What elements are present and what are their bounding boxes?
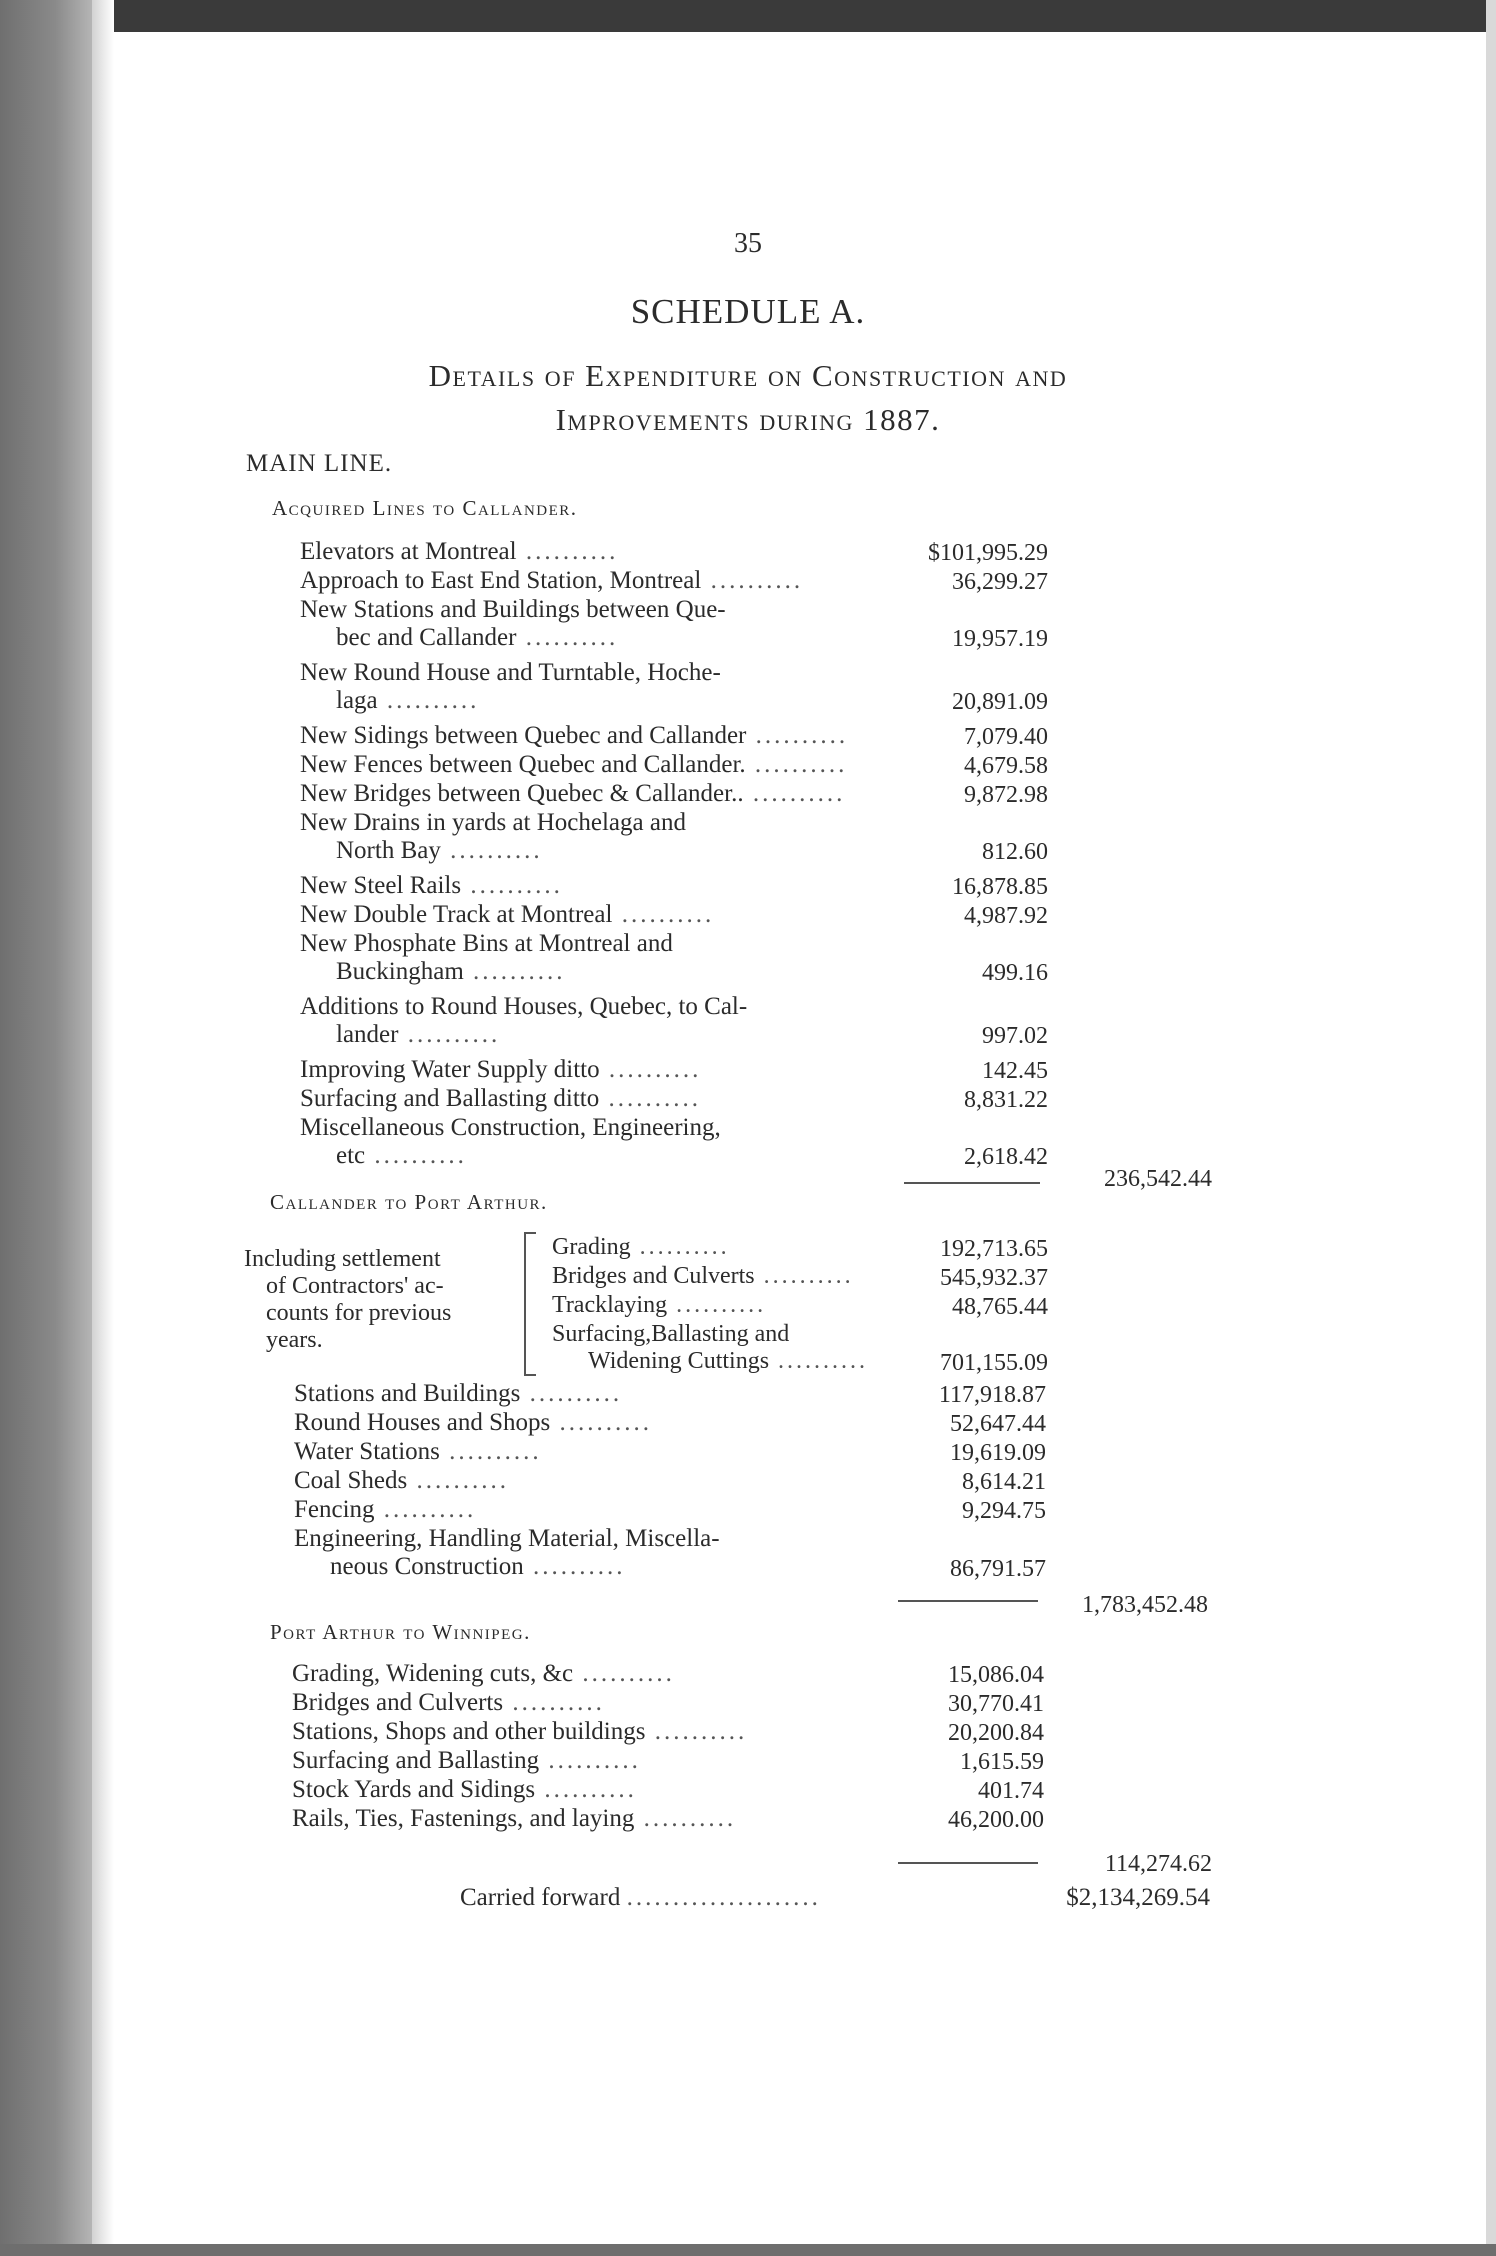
leader-dots: .......... (701, 567, 804, 594)
table-row (552, 1263, 872, 1290)
subtotal-rule (904, 1182, 1040, 1184)
item-amount: 7,079.40 (964, 724, 1048, 750)
table-row (294, 1467, 864, 1495)
subtotal-rule (898, 1862, 1038, 1864)
item-amount: 192,713.65 (940, 1236, 1048, 1262)
note-line: years. (266, 1327, 323, 1353)
leader-dots: .......... (630, 1234, 730, 1260)
leader-dots: .......... (550, 1409, 653, 1436)
leader-dots: .......... (599, 1085, 702, 1112)
item-label: Stock Yards and Sidings .......... (292, 1776, 637, 1803)
item-label: Approach to East End Station, Montreal .......... (300, 567, 804, 594)
item-label: North Bay .......... (336, 837, 543, 864)
subtitle-line-1: Details of Expenditure on Construction and (428, 358, 1068, 393)
section-total-acquired: 236,542.44 (1104, 1166, 1212, 1192)
item-label: Stations and Buildings .......... (294, 1380, 623, 1407)
table-row (300, 1114, 870, 1170)
item-label: Miscellaneous Construction, Engineering, (300, 1114, 721, 1141)
leader-dots: .......... (754, 1263, 854, 1289)
leader-dots: .......... (599, 1056, 702, 1083)
leader-dots: .......... (539, 1747, 641, 1774)
item-amount: 1,615.59 (960, 1749, 1044, 1775)
item-label: Buckingham .......... (336, 958, 566, 985)
leader-dots: .......... (743, 780, 846, 807)
leader-dots: .......... (573, 1660, 675, 1687)
table-row (300, 659, 870, 715)
item-label: New Double Track at Montreal .......... (300, 901, 715, 928)
leader-dots: .......... (667, 1292, 767, 1318)
table-row (292, 1805, 862, 1833)
item-label: New Bridges between Quebec & Callander.. .......... (300, 780, 846, 807)
item-label: lander .......... (336, 1021, 501, 1048)
item-label: Rails, Ties, Fastenings, and laying .......... (292, 1805, 737, 1832)
section-total-winnipeg: 114,274.62 (1104, 1851, 1212, 1877)
contractors-note (244, 1246, 524, 1354)
item-label: Elevators at Montreal .......... (300, 538, 619, 565)
item-amount: 4,987.92 (964, 903, 1048, 929)
leader-dots: .......... (520, 1380, 623, 1407)
table-row (300, 930, 870, 986)
item-label: etc .......... (336, 1142, 467, 1169)
scan-border-right (1486, 0, 1496, 2256)
leader-dots: .......... (745, 751, 848, 778)
scan-border-left (0, 0, 92, 2256)
item-label: Additions to Round Houses, Quebec, to Cal- (300, 993, 748, 1020)
item-amount: 36,299.27 (952, 569, 1048, 595)
table-row (300, 567, 870, 595)
table-row (294, 1380, 864, 1408)
leader-dots: ..................... (626, 1884, 821, 1911)
item-label: Grading, Widening cuts, &c .......... (292, 1660, 675, 1687)
table-row (300, 538, 870, 566)
item-amount: 20,200.84 (948, 1720, 1044, 1746)
item-label: Grading .......... (552, 1234, 730, 1260)
scan-border-bottom (0, 2244, 1496, 2256)
table-row (294, 1438, 864, 1466)
leader-dots: .......... (463, 958, 566, 985)
item-label: Water Stations .......... (294, 1438, 542, 1465)
section-total-callander: 1,783,452.48 (1082, 1592, 1208, 1618)
item-amount: 19,957.19 (952, 626, 1048, 652)
item-amount: 19,619.09 (950, 1440, 1046, 1466)
leader-dots: .......... (535, 1776, 637, 1803)
carried-forward-amount: $2,134,269.54 (1066, 1884, 1210, 1911)
item-amount: 701,155.09 (940, 1350, 1048, 1376)
leader-dots: .......... (516, 538, 619, 565)
item-label: Coal Sheds .......... (294, 1467, 509, 1494)
schedule-title: SCHEDULE A. (630, 292, 866, 331)
leader-dots: .......... (377, 687, 480, 714)
table-row (300, 901, 870, 929)
leader-dots: .......... (461, 872, 563, 899)
leader-dots: .......... (440, 837, 543, 864)
leader-dots: .......... (407, 1467, 509, 1494)
item-amount: 545,932.37 (940, 1265, 1048, 1291)
leader-dots: .......... (439, 1438, 542, 1465)
note-line: Including settlement (244, 1246, 441, 1272)
leader-dots: .......... (645, 1718, 748, 1745)
item-amount: 4,679.58 (964, 753, 1048, 779)
item-amount: 8,614.21 (962, 1469, 1046, 1495)
item-amount: 2,618.42 (964, 1144, 1048, 1170)
item-label: New Fences between Quebec and Callander. .......... (300, 751, 848, 778)
table-row (300, 1056, 870, 1084)
item-amount: 499.16 (982, 960, 1048, 986)
item-amount: 46,200.00 (948, 1807, 1044, 1833)
item-label: Fencing .......... (294, 1496, 477, 1523)
table-row (300, 809, 870, 865)
leader-dots: .......... (516, 624, 619, 651)
item-label: Surfacing,Ballasting and (552, 1321, 790, 1347)
leader-dots: .......... (746, 722, 849, 749)
item-amount: 86,791.57 (950, 1556, 1046, 1582)
note-line: of Contractors' ac- (266, 1273, 444, 1299)
table-row (294, 1496, 864, 1524)
item-label: New Drains in yards at Hochelaga and (300, 809, 686, 836)
item-label: New Phosphate Bins at Montreal and (300, 930, 673, 957)
item-amount: 8,831.22 (964, 1087, 1048, 1113)
item-label: Engineering, Handling Material, Miscella- (294, 1525, 720, 1552)
section-heading-callander: Callander to Port Arthur. (270, 1190, 548, 1214)
table-row (300, 780, 870, 808)
subtitle-line-2: Improvements during 1887. (555, 402, 941, 437)
leader-dots: .......... (523, 1553, 626, 1580)
leader-dots: .......... (769, 1348, 869, 1374)
leader-dots: .......... (634, 1805, 737, 1832)
item-amount: 15,086.04 (948, 1662, 1044, 1688)
leader-dots: .......... (503, 1689, 605, 1716)
leader-dots: .......... (374, 1496, 477, 1523)
subtotal-rule (898, 1600, 1038, 1602)
item-amount: 48,765.44 (952, 1294, 1048, 1320)
note-line: counts for previous (266, 1300, 452, 1326)
table-row (300, 596, 870, 652)
item-label: bec and Callander .......... (336, 624, 619, 651)
item-label: Tracklaying .......... (552, 1292, 767, 1318)
item-amount: 117,918.87 (938, 1382, 1046, 1408)
section-heading-acquired: Acquired Lines to Callander. (272, 496, 578, 520)
item-label: Round Houses and Shops .......... (294, 1409, 653, 1436)
item-label: New Round House and Turntable, Hoche- (300, 659, 721, 686)
scan-border-top (0, 0, 1496, 32)
table-row (292, 1689, 862, 1717)
carried-forward-row (460, 1884, 1040, 1912)
carried-forward-label: Carried forward (460, 1884, 621, 1911)
leader-dots: .......... (365, 1142, 467, 1169)
leader-dots: .......... (398, 1021, 501, 1048)
item-label: neous Construction .......... (330, 1553, 626, 1580)
item-label: Stations, Shops and other buildings .......... (292, 1718, 748, 1745)
main-line-label: MAIN LINE. (246, 450, 393, 477)
page-number: 35 (734, 228, 762, 259)
item-amount: $101,995.29 (928, 540, 1048, 566)
table-row (300, 722, 870, 750)
item-label: Widening Cuttings .......... (588, 1348, 869, 1374)
table-row (294, 1409, 864, 1437)
item-amount: 997.02 (982, 1023, 1048, 1049)
table-row (552, 1321, 872, 1375)
item-amount: 9,872.98 (964, 782, 1048, 808)
table-row (292, 1747, 862, 1775)
page-gutter-shadow (92, 0, 114, 2256)
table-row (552, 1234, 872, 1261)
item-label: Improving Water Supply ditto .......... (300, 1056, 702, 1083)
grouping-brace (524, 1232, 536, 1376)
section-heading-winnipeg: Port Arthur to Winnipeg. (270, 1620, 531, 1644)
item-amount: 20,891.09 (952, 689, 1048, 715)
item-amount: 9,294.75 (962, 1498, 1046, 1524)
leader-dots: .......... (612, 901, 715, 928)
item-label: New Sidings between Quebec and Callander .......... (300, 722, 849, 749)
item-amount: 30,770.41 (948, 1691, 1044, 1717)
table-row (292, 1776, 862, 1804)
item-amount: 142.45 (982, 1058, 1048, 1084)
table-row (300, 993, 870, 1049)
item-label: laga .......... (336, 687, 480, 714)
item-label: Bridges and Culverts .......... (292, 1689, 605, 1716)
table-row (294, 1525, 864, 1581)
item-amount: 52,647.44 (950, 1411, 1046, 1437)
table-row (300, 872, 870, 900)
item-amount: 401.74 (978, 1778, 1044, 1804)
item-amount: 16,878.85 (952, 874, 1048, 900)
item-label: Bridges and Culverts .......... (552, 1263, 854, 1289)
table-row (292, 1660, 862, 1688)
table-row (300, 1085, 870, 1113)
item-label: New Steel Rails .......... (300, 872, 563, 899)
table-row (300, 751, 870, 779)
table-row (552, 1292, 872, 1319)
item-label: Surfacing and Ballasting ditto .......... (300, 1085, 702, 1112)
table-row (292, 1718, 862, 1746)
item-amount: 812.60 (982, 839, 1048, 865)
item-label: Surfacing and Ballasting .......... (292, 1747, 641, 1774)
item-label: New Stations and Buildings between Que- (300, 596, 726, 623)
